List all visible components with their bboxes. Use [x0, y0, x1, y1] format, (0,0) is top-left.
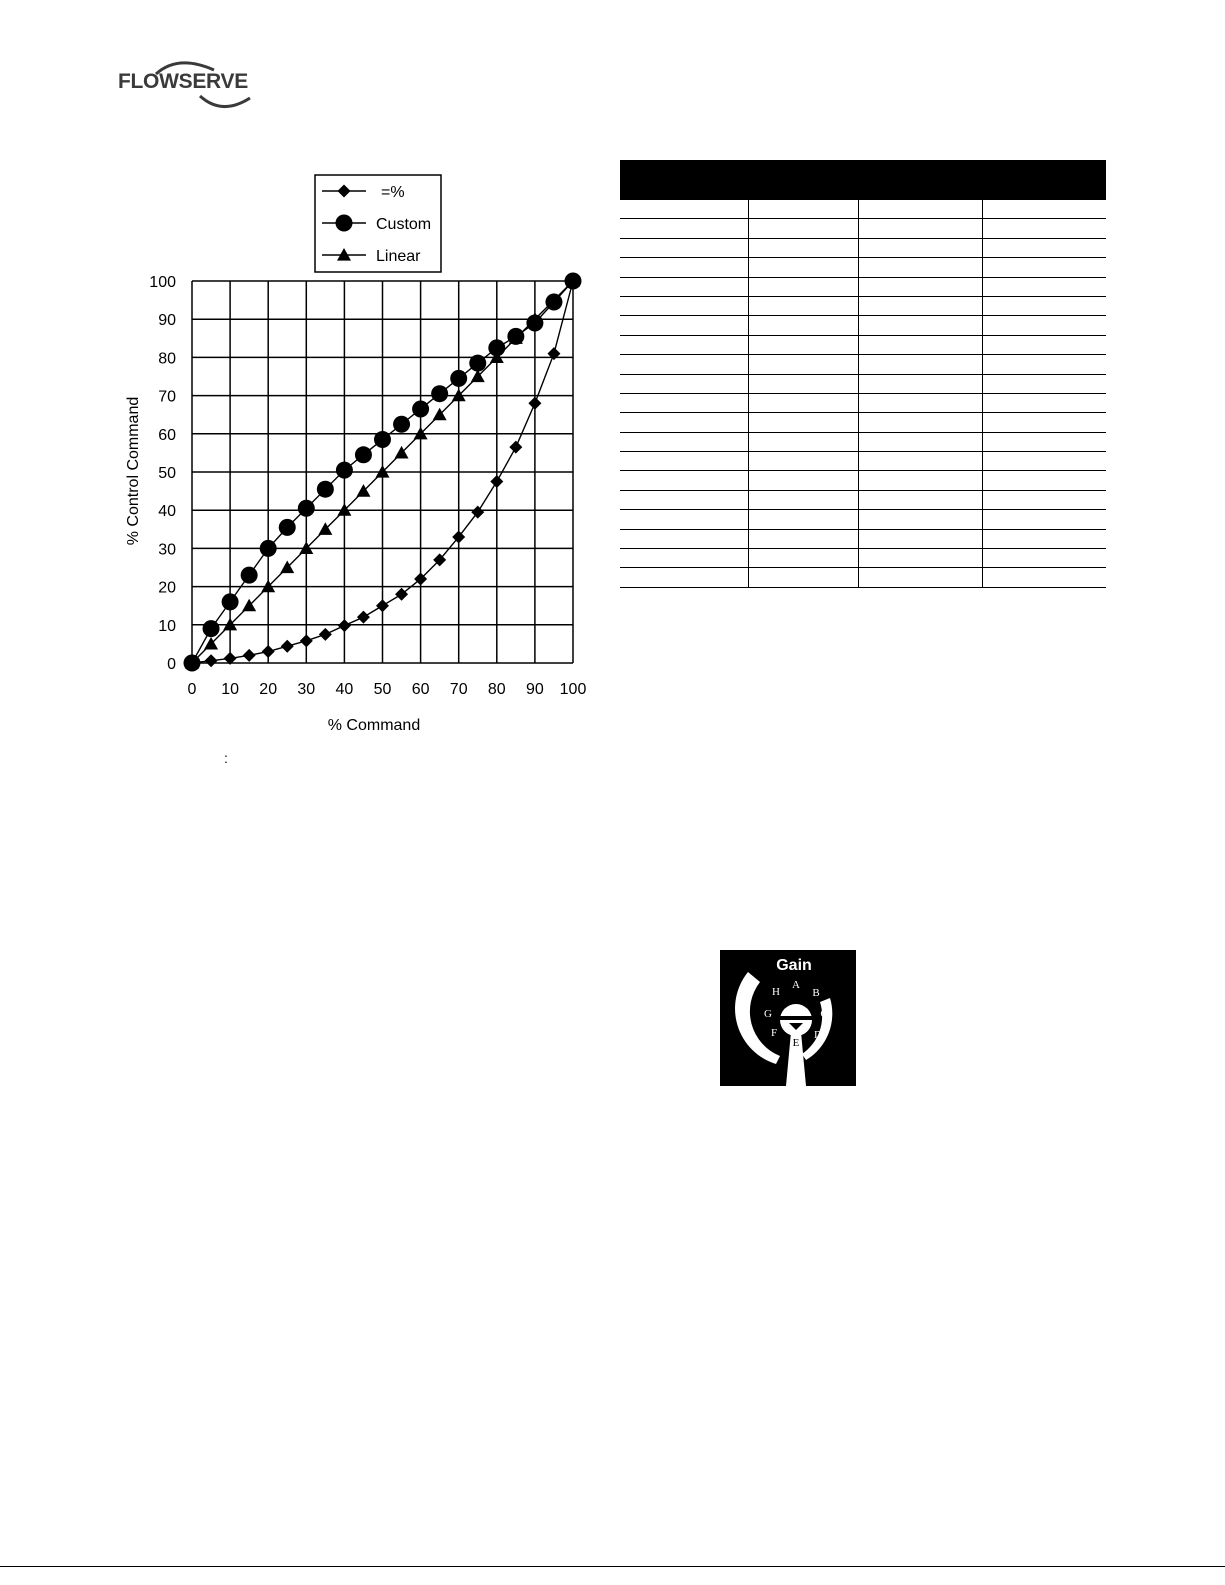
logo-text: FLOWSERVE — [118, 70, 248, 93]
table-column-divider — [982, 258, 983, 276]
table-column-divider — [982, 316, 983, 334]
x-tick-label: 100 — [559, 681, 587, 698]
table-column-divider — [858, 200, 859, 218]
table-column-divider — [982, 297, 983, 315]
data-point-diamond — [338, 619, 351, 632]
table-column-divider — [858, 549, 859, 567]
table-column-divider — [748, 239, 749, 257]
gain-position-h: H — [772, 986, 780, 998]
table-column-divider — [858, 336, 859, 354]
table-column-divider — [748, 530, 749, 548]
y-tick-label: 60 — [158, 426, 176, 444]
table-row — [620, 336, 1106, 355]
data-point-circle — [374, 431, 391, 448]
data-point-diamond — [471, 506, 484, 519]
footer-rule — [0, 1566, 1225, 1567]
gain-position-c: C — [820, 1008, 828, 1020]
table-body — [620, 200, 1106, 588]
data-point-diamond — [205, 654, 218, 667]
x-tick-label: 70 — [449, 681, 468, 698]
table-column-divider — [982, 510, 983, 528]
table-row — [620, 433, 1106, 452]
data-point-circle — [393, 416, 410, 433]
table-column-divider — [982, 471, 983, 489]
x-tick-label: 10 — [221, 681, 239, 698]
data-point-circle — [222, 593, 239, 610]
table-column-divider — [748, 452, 749, 470]
table-column-divider — [858, 355, 859, 373]
table-column-divider — [748, 433, 749, 451]
table-row — [620, 239, 1106, 258]
table-column-divider — [858, 219, 859, 237]
table-column-divider — [748, 297, 749, 315]
gain-position-a: A — [792, 979, 800, 991]
table-row — [620, 375, 1106, 394]
table-column-divider — [982, 568, 983, 586]
y-tick-label: 100 — [149, 274, 176, 291]
table-column-divider — [858, 491, 859, 509]
table-column-divider — [748, 336, 749, 354]
stray-colon: : — [224, 750, 228, 766]
table-row — [620, 278, 1106, 297]
data-point-circle — [431, 385, 448, 402]
table-row — [620, 568, 1106, 587]
table-row — [620, 549, 1106, 568]
gain-position-g: G — [764, 1008, 772, 1020]
data-point-diamond — [262, 645, 275, 658]
table-row — [620, 297, 1106, 316]
table-column-divider — [858, 375, 859, 393]
table-column-divider — [858, 452, 859, 470]
y-tick-label: 20 — [158, 579, 176, 597]
table-row — [620, 394, 1106, 413]
data-point-circle — [260, 540, 277, 557]
table-row — [620, 413, 1106, 432]
y-tick-label: 80 — [158, 350, 176, 368]
table-column-divider — [748, 355, 749, 373]
data-point-circle — [469, 355, 486, 372]
table-column-divider — [982, 336, 983, 354]
data-point-circle — [203, 620, 220, 637]
data-point-diamond — [528, 397, 541, 410]
x-tick-label: 30 — [297, 681, 316, 698]
data-point-circle — [336, 462, 353, 479]
y-tick-label: 70 — [158, 388, 176, 406]
table-column-divider — [748, 278, 749, 296]
table-column-divider — [982, 375, 983, 393]
data-point-circle — [298, 500, 315, 517]
table-column-divider — [748, 510, 749, 528]
table-column-divider — [858, 413, 859, 431]
data-point-diamond — [319, 628, 332, 641]
table-column-divider — [748, 375, 749, 393]
data-point-circle — [450, 370, 467, 387]
x-tick-label: 20 — [259, 681, 278, 698]
table-row — [620, 219, 1106, 238]
table-column-divider — [982, 530, 983, 548]
table-column-divider — [982, 200, 983, 218]
data-point-diamond — [300, 634, 313, 647]
legend-marker-circle — [336, 215, 353, 232]
data-point-diamond — [509, 441, 522, 454]
table-row — [620, 530, 1106, 549]
table-column-divider — [982, 452, 983, 470]
table-column-divider — [858, 239, 859, 257]
data-point-circle — [279, 519, 296, 536]
table-row — [620, 452, 1106, 471]
gain-position-d: D — [814, 1029, 822, 1041]
table-column-divider — [748, 549, 749, 567]
table-column-divider — [748, 413, 749, 431]
y-tick-label: 0 — [167, 656, 176, 673]
x-tick-label: 60 — [411, 681, 430, 698]
legend-label: Linear — [376, 248, 421, 265]
gain-position-e: E — [792, 1037, 800, 1049]
table-row — [620, 510, 1106, 529]
table-column-divider — [858, 530, 859, 548]
table-column-divider — [748, 491, 749, 509]
legend-label: =% — [381, 184, 405, 201]
table-column-divider — [858, 297, 859, 315]
legend-label: Custom — [376, 216, 432, 233]
chart-legend — [315, 175, 441, 272]
y-tick-label: 10 — [158, 617, 176, 635]
table-column-divider — [748, 219, 749, 237]
table-column-divider — [982, 278, 983, 296]
table-column-divider — [748, 258, 749, 276]
characterization-chart — [110, 160, 600, 740]
y-tick-label: 50 — [158, 465, 176, 482]
table-header — [620, 160, 1106, 200]
data-point-diamond — [490, 475, 503, 488]
x-axis-label: % Command — [327, 717, 421, 734]
y-tick-label: 40 — [158, 503, 176, 521]
y-tick-label: 30 — [158, 541, 176, 559]
table-column-divider — [982, 549, 983, 567]
table-column-divider — [858, 433, 859, 451]
y-tick-label: 90 — [158, 312, 176, 330]
table-column-divider — [748, 471, 749, 489]
table-column-divider — [858, 278, 859, 296]
gain-title: Gain — [776, 957, 812, 974]
table-row — [620, 316, 1106, 335]
data-point-diamond — [243, 649, 256, 662]
table-column-divider — [982, 394, 983, 412]
table-column-divider — [858, 258, 859, 276]
x-tick-label: 80 — [487, 681, 506, 698]
table-row — [620, 491, 1106, 510]
gain-position-f: F — [770, 1027, 778, 1039]
table-column-divider — [982, 433, 983, 451]
table-row — [620, 200, 1106, 219]
table-row — [620, 258, 1106, 277]
data-point-diamond — [281, 640, 294, 653]
data-point-circle — [355, 446, 372, 463]
table-column-divider — [982, 491, 983, 509]
data-point-diamond — [376, 599, 389, 612]
table-column-divider — [858, 316, 859, 334]
data-point-diamond — [395, 588, 408, 601]
gain-position-b: B — [812, 987, 820, 999]
table-column-divider — [748, 568, 749, 586]
x-tick-label: 0 — [187, 681, 197, 698]
table-column-divider — [982, 355, 983, 373]
table-row — [620, 471, 1106, 490]
table-column-divider — [858, 394, 859, 412]
flowserve-logo — [118, 58, 268, 114]
y-axis-label: % Control Command — [125, 396, 142, 546]
table-column-divider — [982, 219, 983, 237]
x-tick-label: 50 — [373, 681, 392, 698]
table-column-divider — [748, 316, 749, 334]
table-column-divider — [858, 510, 859, 528]
gain-selector-icon — [720, 950, 856, 1086]
table-column-divider — [982, 239, 983, 257]
table-row — [620, 355, 1106, 374]
data-point-diamond — [357, 611, 370, 624]
data-point-circle — [412, 400, 429, 417]
table-column-divider — [982, 413, 983, 431]
x-tick-label: 90 — [526, 681, 544, 698]
table-column-divider — [748, 394, 749, 412]
table-column-divider — [858, 471, 859, 489]
data-table — [620, 160, 1106, 588]
x-tick-label: 40 — [335, 681, 354, 698]
table-column-divider — [858, 568, 859, 586]
table-column-divider — [748, 200, 749, 218]
data-point-circle — [317, 481, 334, 498]
data-point-circle — [241, 567, 258, 584]
